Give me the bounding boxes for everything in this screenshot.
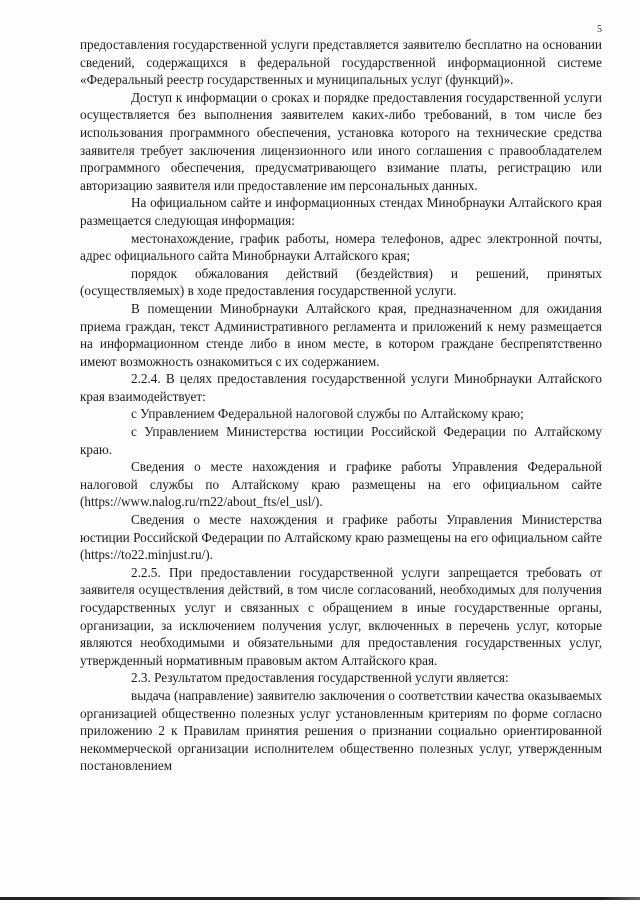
paragraph-12: 2.2.5. При предоставлении государственной услуги запрещается требовать от заявителя осуществления действий, в том числе согласований, необходимых для получения государственных услуг и связанных с обращением в иные государственные органы, организации, за исключением получения услуг, включенных в перечень услуг, которые являются необходимыми и обязательными для предоставления государственных услуг, утвержденный нормативным правовым актом Алтайского края. (80, 564, 602, 668)
page-number: 5 (597, 24, 602, 35)
paragraph-10: Сведения о месте нахождения и графике работы Управления Федеральной налоговой службы по Алтайскому краю размещены на его официальном сайте (https://www.nalog.ru/rn22/about_fts/el_usl/). (80, 459, 602, 510)
paragraph-6: В помещении Минобрнауки Алтайского края, предназначенном для ожидания приема граждан, текст Административного регламента и приложений к нему размещается на информационном стенде либо в ином месте, в котором граждане беспрепятственно имеют возможность ознакомиться с их содержанием. (80, 300, 602, 369)
paragraph-5: порядок обжалования действий (бездействия) и решений, принятых (осуществляемых) в ходе предоставления государственной услуги. (80, 265, 602, 299)
paragraph-4: местонахождение, график работы, номера телефонов, адрес электронной почты, адрес официального сайта Минобрнауки Алтайского края; (80, 230, 602, 264)
paragraph-1: предоставления государственной услуги представляется заявителю бесплатно на основании сведений, содержащихся в федеральной государственной информационной системе «Федеральный реестр государственных и муниципальных услуг (функций)». (80, 37, 602, 88)
paragraph-11: Сведения о месте нахождения и графике работы Управления Министерства юстиции Российской Федерации по Алтайскому краю размещены на его официальном сайте (https://to22.minjust.ru/). (80, 512, 602, 563)
paragraph-13: 2.3. Результатом предоставления государственной услуги является: (131, 670, 509, 686)
paragraph-2: Доступ к информации о сроках и порядке предоставления государственной услуги осуществляется без выполнения заявителем каких-либо требований, в том числе без использования программного обеспечения, установка которого на технические средства заявителя требует заключения лицензионного или иного соглашения с правообладателем программного обеспечения, предусматривающего взимание платы, регистрацию или авторизацию заявителя или предоставление им персональных данных. (80, 89, 602, 193)
paragraph-8: с Управлением Федеральной налоговой службы по Алтайскому краю; (131, 406, 524, 422)
paragraph-9: с Управлением Министерства юстиции Российской Федерации по Алтайскому краю. (80, 424, 602, 457)
scan-edge-line (0, 897, 640, 900)
paragraph-7: 2.2.4. В целях предоставления государственной услуги Минобрнауки Алтайского края взаимодействует: (80, 371, 602, 404)
document-body (80, 36, 602, 775)
paragraph-3: На официальном сайте и информационных стендах Минобрнауки Алтайского края размещается следующая информация: (80, 195, 602, 228)
paragraph-14: выдача (направление) заявителю заключения о соответствии качества оказываемых организацией общественно полезных услуг установленным критериям по форме согласно приложению 2 к Правилам принятия решения о признании социально ориентированной некоммерческой организации исполнителем общественно полезных услуг, утвержденным постановлением (80, 687, 602, 774)
